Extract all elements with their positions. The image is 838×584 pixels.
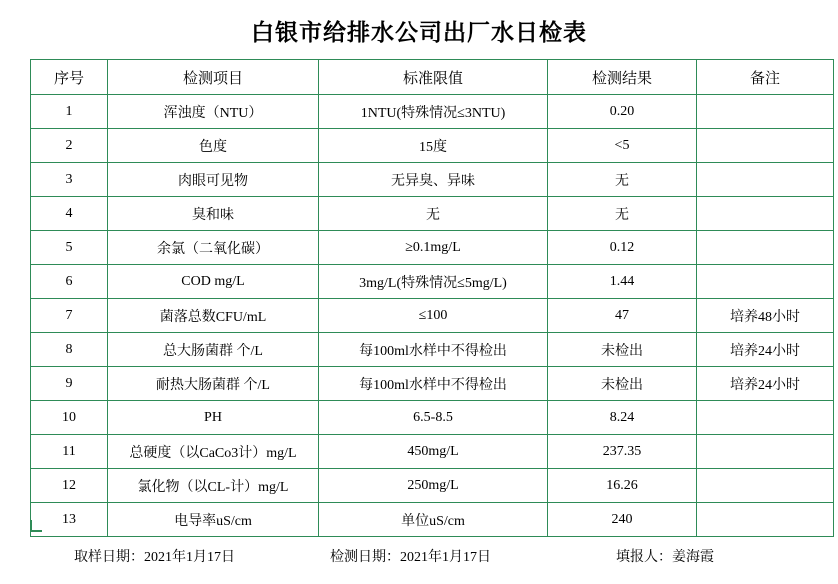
- cell-remark: 培养24小时: [697, 333, 834, 367]
- cell-remark: [697, 401, 834, 435]
- cell-limit: 无: [319, 197, 548, 231]
- cell-result: 8.24: [548, 401, 697, 435]
- cell-result: 未检出: [548, 367, 697, 401]
- cell-item: 余氯（二氧化碳）: [108, 231, 319, 265]
- cell-result: 1.44: [548, 265, 697, 299]
- cell-item: 色度: [108, 129, 319, 163]
- cell-no: 8: [31, 333, 108, 367]
- water-inspection-table: [30, 59, 834, 537]
- cell-item: COD mg/L: [108, 265, 319, 299]
- cell-no: 5: [31, 231, 108, 265]
- cell-item: PH: [108, 401, 319, 435]
- cell-limit: 1NTU(特殊情况≤3NTU): [319, 95, 548, 129]
- cell-item: 菌落总数CFU/mL: [108, 299, 319, 333]
- cell-limit: ≤100: [319, 299, 548, 333]
- cell-item: 氯化物（以CL-计）mg/L: [108, 469, 319, 503]
- cell-result: 未检出: [548, 333, 697, 367]
- table-row: [31, 197, 834, 231]
- cell-result: 16.26: [548, 469, 697, 503]
- cell-limit: 单位uS/cm: [319, 503, 548, 537]
- cell-no: 3: [31, 163, 108, 197]
- column-header-remark: 备注: [697, 60, 834, 95]
- cell-result: 无: [548, 197, 697, 231]
- cell-remark: 培养24小时: [697, 367, 834, 401]
- cell-limit: 250mg/L: [319, 469, 548, 503]
- column-header-limit: 标准限值: [319, 60, 548, 95]
- table-row: [31, 333, 834, 367]
- cell-no: 4: [31, 197, 108, 231]
- table-header-row: [31, 60, 834, 95]
- cell-limit: 15度: [319, 129, 548, 163]
- cell-remark: [697, 129, 834, 163]
- cell-limit: 每100ml水样中不得检出: [319, 333, 548, 367]
- table-container: [0, 59, 838, 537]
- cell-item: 总硬度（以CaCo3计）mg/L: [108, 435, 319, 469]
- cell-remark: [697, 197, 834, 231]
- cell-item: 浑浊度（NTU）: [108, 95, 319, 129]
- cell-remark: [697, 435, 834, 469]
- cell-result: <5: [548, 129, 697, 163]
- cell-no: 6: [31, 265, 108, 299]
- table-row: [31, 163, 834, 197]
- cell-limit: 450mg/L: [319, 435, 548, 469]
- table-row: [31, 129, 834, 163]
- reporter: 填报人：姜海霞: [616, 550, 714, 565]
- cell-limit: 无异臭、异味: [319, 163, 548, 197]
- test-date: 检测日期：2021年1月17日: [330, 550, 491, 565]
- footer: [0, 546, 838, 566]
- cell-item: 电导率uS/cm: [108, 503, 319, 537]
- table-row: [31, 435, 834, 469]
- column-header-result: 检测结果: [548, 60, 697, 95]
- cell-remark: [697, 163, 834, 197]
- table-row: [31, 95, 834, 129]
- cell-result: 无: [548, 163, 697, 197]
- cell-limit: 6.5-8.5: [319, 401, 548, 435]
- cell-item: 总大肠菌群 个/L: [108, 333, 319, 367]
- table-row: [31, 231, 834, 265]
- corner-mark-icon: [30, 520, 42, 532]
- cell-remark: [697, 95, 834, 129]
- table-header: [31, 60, 834, 95]
- table-row: [31, 469, 834, 503]
- cell-item: 耐热大肠菌群 个/L: [108, 367, 319, 401]
- cell-result: 240: [548, 503, 697, 537]
- cell-remark: [697, 503, 834, 537]
- cell-result: 47: [548, 299, 697, 333]
- cell-no: 9: [31, 367, 108, 401]
- cell-limit: 每100ml水样中不得检出: [319, 367, 548, 401]
- cell-remark: [697, 469, 834, 503]
- page-title: 白银市给排水公司出厂水日检表: [251, 20, 587, 45]
- table-row: [31, 265, 834, 299]
- cell-item: 肉眼可见物: [108, 163, 319, 197]
- cell-no: 1: [31, 95, 108, 129]
- cell-remark: 培养48小时: [697, 299, 834, 333]
- cell-no: 13: [31, 503, 108, 537]
- column-header-item: 检测项目: [108, 60, 319, 95]
- cell-no: 11: [31, 435, 108, 469]
- cell-limit: ≥0.1mg/L: [319, 231, 548, 265]
- table-row: [31, 401, 834, 435]
- sample-date: 取样日期：2021年1月17日: [74, 550, 235, 565]
- table-row: [31, 299, 834, 333]
- cell-result: 237.35: [548, 435, 697, 469]
- cell-remark: [697, 265, 834, 299]
- cell-no: 2: [31, 129, 108, 163]
- column-header-no: 序号: [31, 60, 108, 95]
- cell-result: 0.12: [548, 231, 697, 265]
- cell-no: 10: [31, 401, 108, 435]
- table-row: [31, 503, 834, 537]
- table-body: [31, 95, 834, 537]
- cell-item: 臭和味: [108, 197, 319, 231]
- cell-limit: 3mg/L(特殊情况≤5mg/L): [319, 265, 548, 299]
- cell-result: 0.20: [548, 95, 697, 129]
- table-row: [31, 367, 834, 401]
- cell-remark: [697, 231, 834, 265]
- cell-no: 12: [31, 469, 108, 503]
- cell-no: 7: [31, 299, 108, 333]
